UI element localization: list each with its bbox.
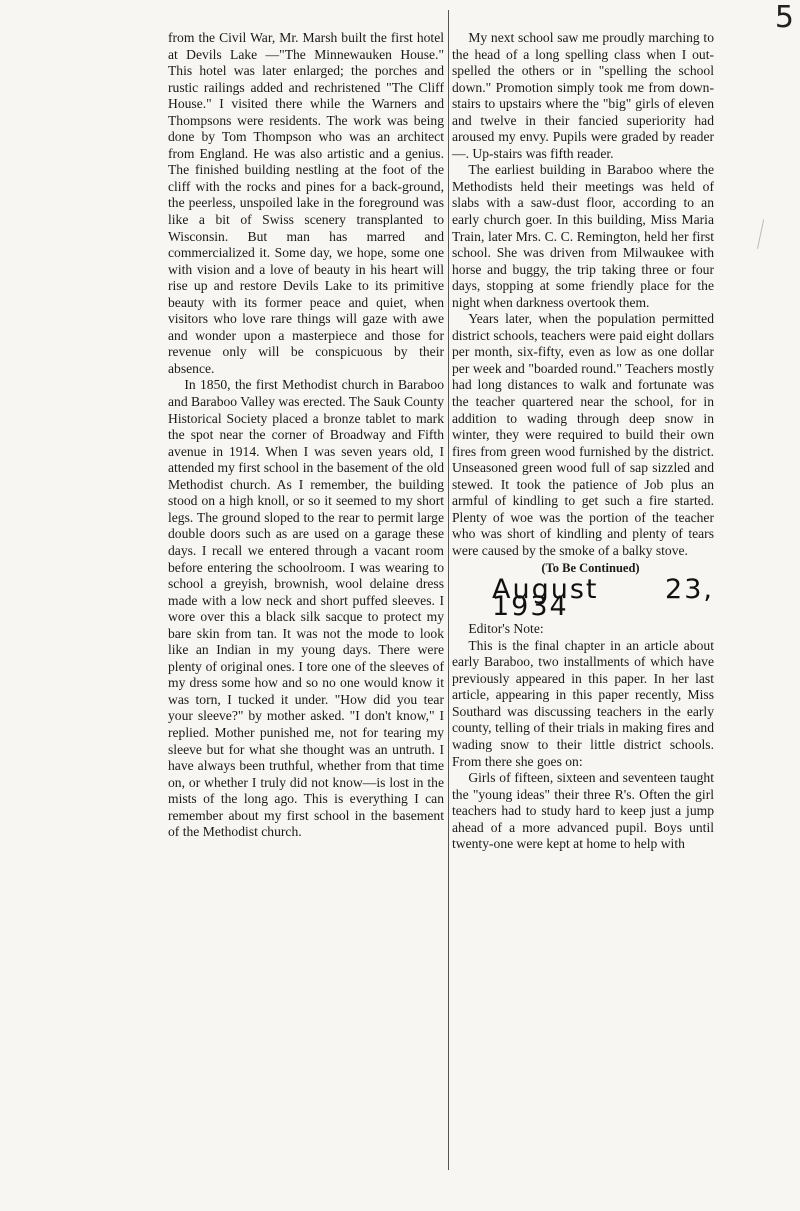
paragraph-earliest-building: The earliest building in Baraboo where the Methodists held their meetings was held of slabs with a saw-dust floor, according to an early church goer. In this building, Miss Maria Train, later Mrs. C. C. Remington, held her first school. She was driven from Milwaukee with horse and buggy, the trip taking three or four days, stopping at some friendly place for the night when darkness overtook them.	[452, 162, 714, 310]
editors-note-label: Editor's Note:	[468, 621, 544, 637]
paragraph-girl-teachers: Girls of fifteen, sixteen and seventeen taught the "young ideas" their three R's. Often the girl teachers had to study hard to keep just a jump ahead of a more advanced pupil. Boys until twenty-one were kept at home to help with	[452, 770, 714, 852]
article-column-left	[168, 30, 444, 841]
article-column-right	[452, 30, 714, 853]
column-divider	[448, 10, 449, 1170]
paragraph-district-schools: Years later, when the population permitted district schools, teachers were paid eight dollars per month, six-fifty, even as low as one dollar per week and "boarded round." Teachers mostly had long distances to walk and fortunate was the teacher quartered near the school, for in addition to wading through deep snow in winter, they were required to build their own fires from green wood furnished by the district. Unseasoned green wood full of sap sizzled and stewed. It took the patience of Job plus an armful of kindling to get such a fire started. Plenty of woe was the portion of the teacher who was short of kindling and plenty of tears were caused by the smoke of a balky stove.	[452, 311, 714, 558]
page-number: 5	[774, 0, 794, 35]
margin-pencil-mark	[757, 219, 772, 250]
handwritten-date: August 23, 1934	[492, 574, 714, 622]
paragraph-methodist-church: In 1850, the first Methodist church in Baraboo and Baraboo Valley was erected. The Sauk County Historical Society placed a bronze tablet to mark the spot near the corner of Broadway and Fifth avenue in 1914. When I was seven years old, I attended my first school in the basement of the old Methodist church. As I remember, the building stood on a high knoll, or so it seemed to my short legs. The ground sloped to the rear to permit large double doors such as are used on a garage these days. I recall we entered through a vacant room before entering the schoolroom. I was wearing to school a greyish, brownish, wool delaine dress made with a low neck and short puffed sleeves. I wore over this a black silk sacque to protect my bare skin from tan. It was not the mode to look like an Indian in my young days. There were plenty of original ones. I tore one of the sleeves of my dress some how and so no one would know it was torn, I tucked it under. "How did you tear your sleeve?" by mother asked. "I don't know," I replied. Mother punished me, not for tearing my sleeve but for what she thought was an untruth. I have always been truthful, whether from that time on, or whether I truly did not know—is lost in the mists of the long ago. This is everything I can remember about my first school in the basement of the Methodist church.	[168, 377, 444, 840]
paragraph-next-school: My next school saw me proudly marching to the head of a long spelling class when I out-spelled the others or in "spelling the school down." Promotion simply took me from down-stairs to upstairs where the "big" girls of eleven and twelve in their fancied superiority had aroused my envy. Pupils were graded by reader—. Up-stairs was fifth reader.	[452, 30, 714, 161]
paragraph-devils-lake: from the Civil War, Mr. Marsh built the first hotel at Devils Lake —"The Minnewauken House." This hotel was later enlarged; the porches and rustic railings added and rechristened "The Cliff House." I visited there while the Warners and Thompsons were residents. The work was being done by Tom Thompson who was an architect from England. He was also artistic and a genius. The finished building nestling at the foot of the cliff with the rocks and pines for a back-ground, the peerless, unspoiled lake in the foreground was like a bit of Swiss scenery transplanted to Wisconsin. But man has marred and commercialized it. Some day, we hope, some one with vision and a love of beauty in his heart will rise up and restore Devils Lake to its primitive beauty with its former peace and quiet, when visitors who love rare things will gaze with awe and wonder upon a masterpiece and those for revenue only will be conspicuous by their absence.	[168, 30, 444, 376]
paragraph-editors-note: This is the final chapter in an article about early Baraboo, two installments of which have previously appeared in this paper. In her last article, appearing in this paper recently, Miss Southard was discussing teachers in the early county, telling of their trials in making fires and wading snow to their little district schools. From there she goes on:	[452, 637, 714, 769]
to-be-continued: (To Be Continued)	[541, 560, 640, 575]
